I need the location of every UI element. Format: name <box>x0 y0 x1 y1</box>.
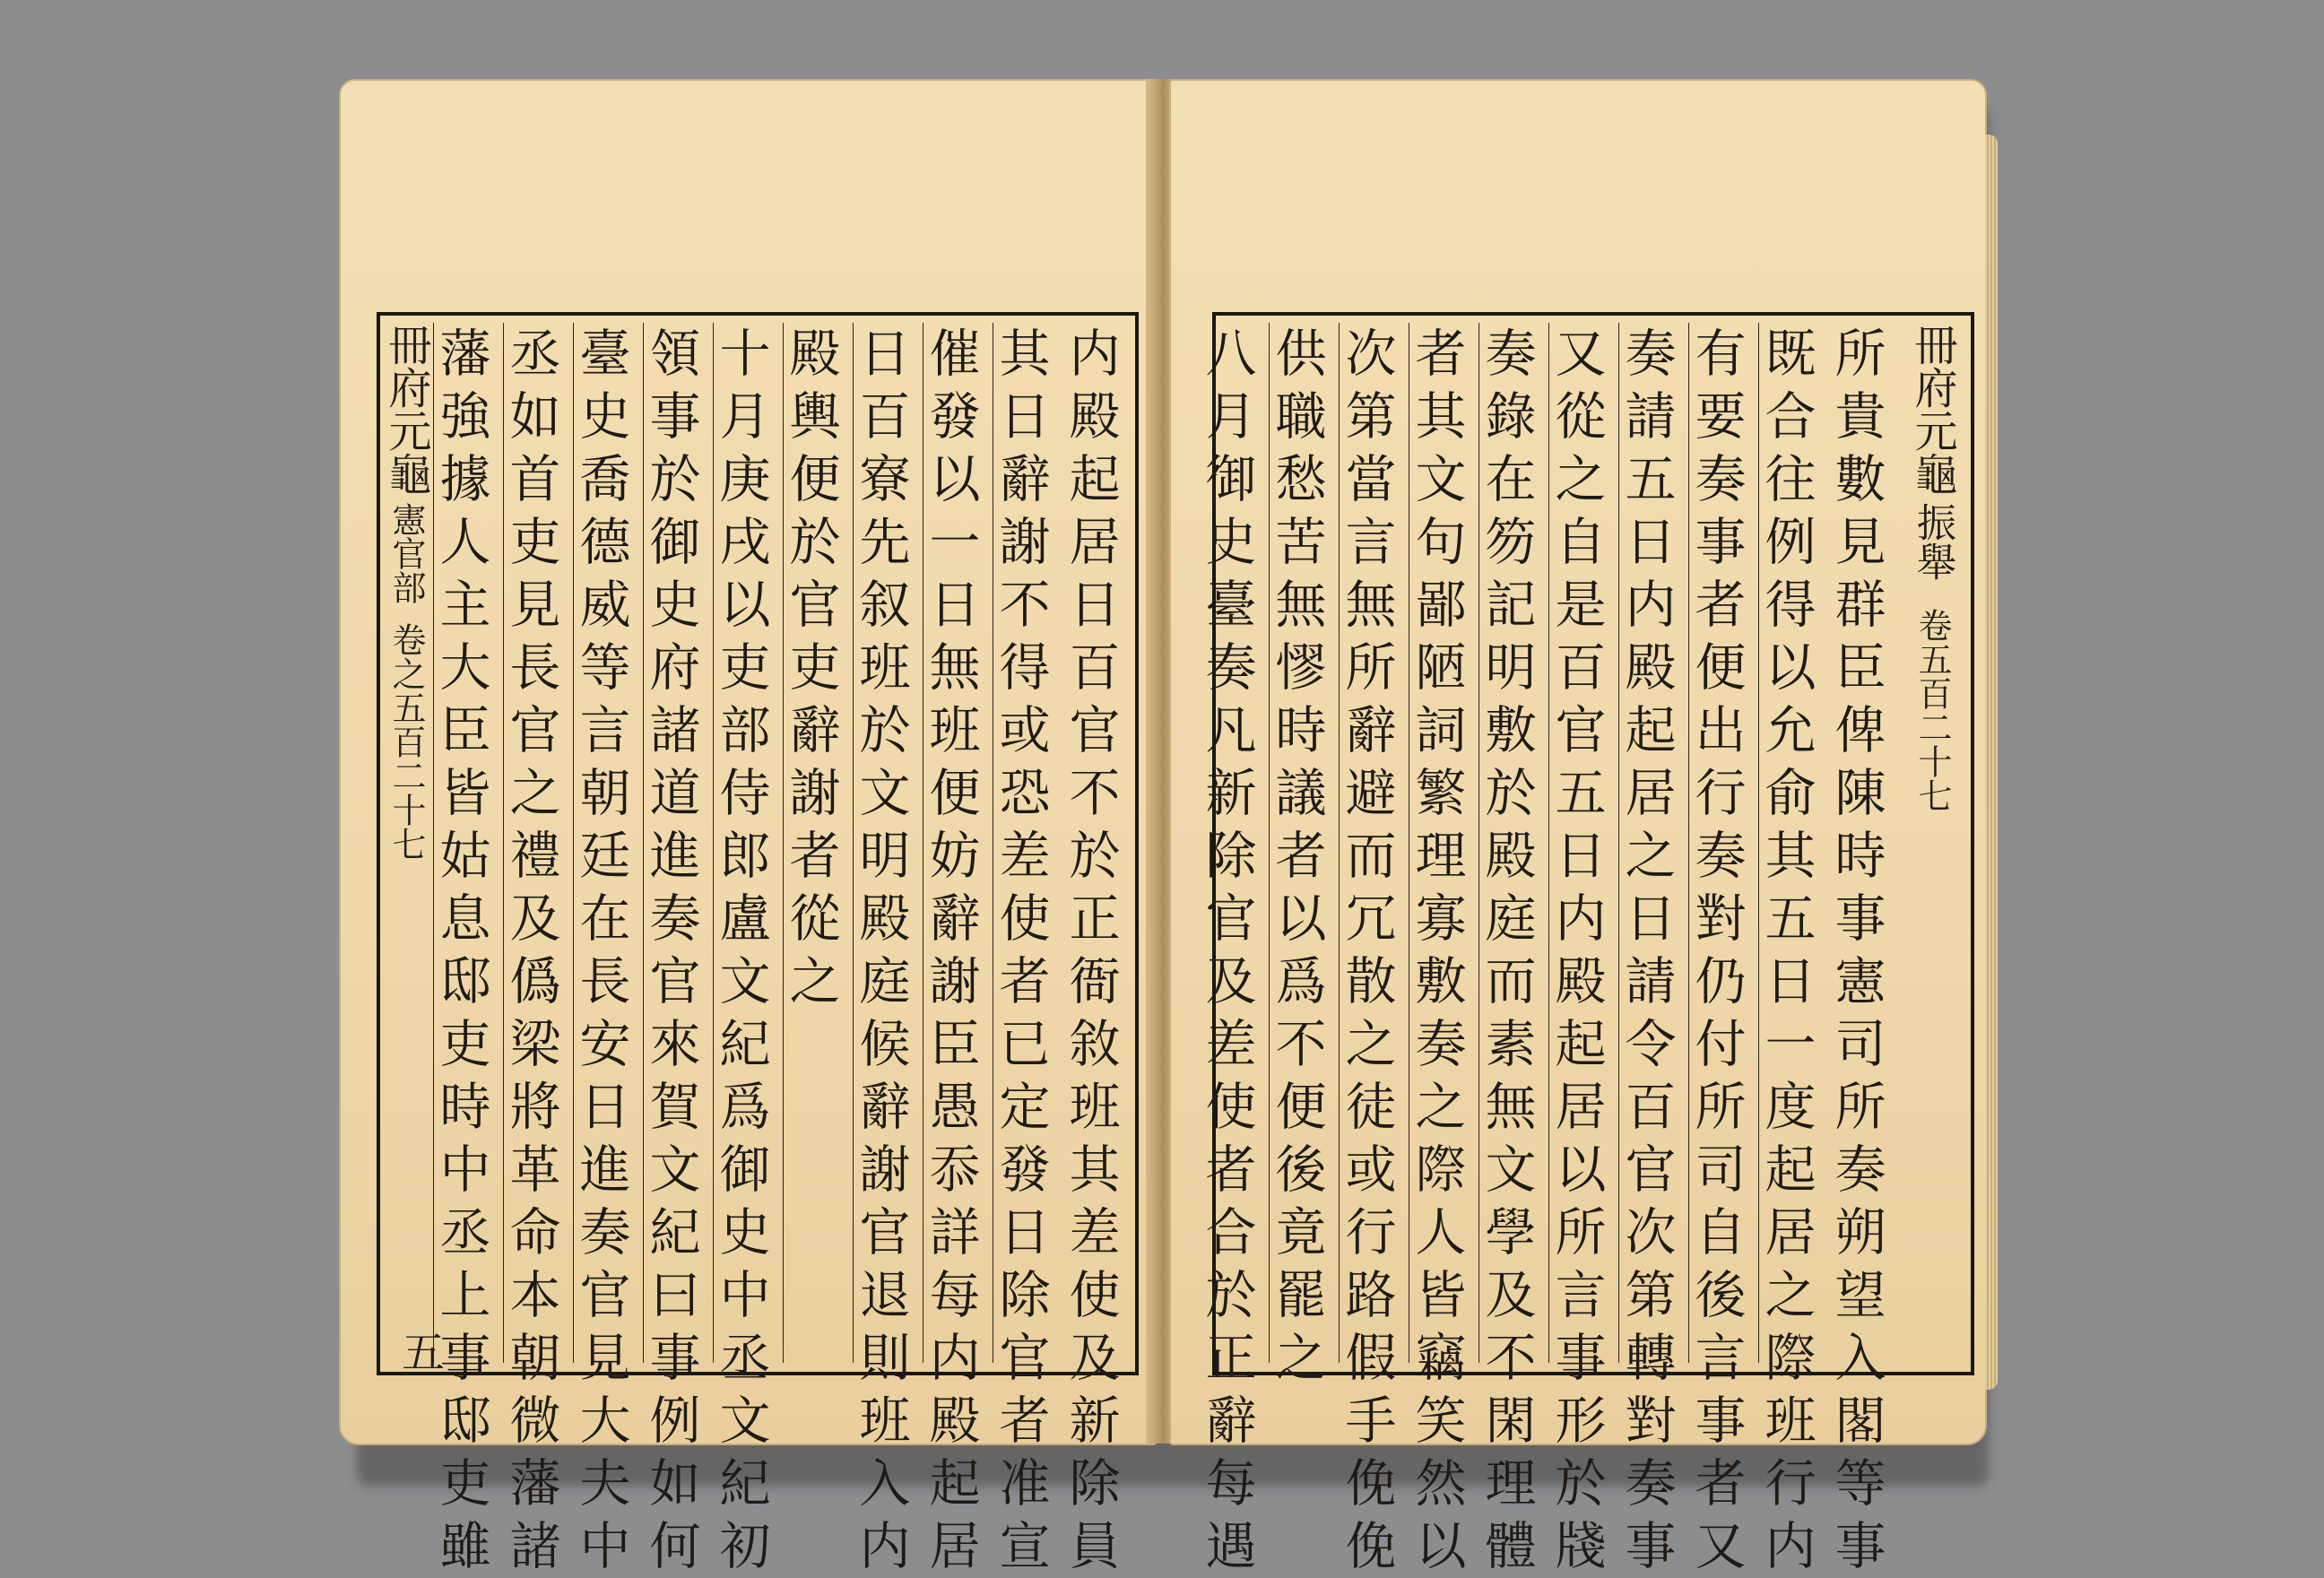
right-text-frame <box>1205 312 1974 1576</box>
banxin-title: 冊府元龜 <box>381 323 431 495</box>
banxin-volume: 卷五百二十七 <box>1912 608 1952 812</box>
right-col-5: 又 從 之 自 是 百 官 五 日 内 殿 起 居 以 所 言 事 形 於 牋 <box>1548 323 1612 1363</box>
left-col-7: 領 事 於 御 史 府 諸 道 進 奏 官 來 賀 文 紀 曰 事 例 如 何 <box>643 323 707 1363</box>
left-col-1: 内 殿 起 居 日 百 官 不 於 正 衙 敘 班 其 差 使 及 新 除 員 <box>1069 325 1121 1576</box>
right-col-1: 所 貴 數 見 群 臣 俾 陳 時 事 憲 司 所 奏 朔 望 入 閣 等 事 <box>1834 325 1886 1576</box>
left-col-2: 其 日 辭 謝 不 得 或 恐 差 使 者 已 定 發 日 除 官 者 准 宣 <box>993 323 1056 1363</box>
right-col-2: 既 合 往 例 得 以 允 俞 其 五 日 一 度 起 居 之 際 班 行 内 <box>1758 323 1822 1363</box>
right-col-4: 奏 請 五 日 内 殿 起 居 之 日 請 令 百 官 次 第 轉 對 奏 事 <box>1618 323 1682 1363</box>
left-col-6: 十 月 庚 戌 以 吏 部 侍 郎 盧 文 紀 爲 御 史 中 丞 文 紀 初 <box>713 323 776 1363</box>
left-col-9: 丞 如 首 吏 見 長 官 之 禮 及 僞 梁 將 革 命 本 朝 微 藩 諸 <box>503 323 567 1363</box>
banxin-title: 冊府元龜 <box>1907 323 1957 495</box>
left-text-frame <box>377 312 1139 1576</box>
banxin-volume: 卷之五百二十七 <box>386 622 426 861</box>
right-col-3: 有 要 奏 事 者 便 出 行 奏 對 仍 付 所 司 自 後 言 事 者 又 <box>1688 323 1752 1363</box>
left-col-3: 催 發 以 一 日 無 班 便 妨 辭 謝 臣 愚 忝 詳 每 内 殿 起 居 <box>923 323 986 1363</box>
right-col-7: 者 其 文 句 鄙 陋 詞 繁 理 寡 敷 奏 之 際 人 皆 竊 笑 然 以 <box>1409 323 1472 1363</box>
banxin-section: 振舉 <box>1910 502 1955 581</box>
open-book <box>339 79 1998 1576</box>
left-col-8: 臺 史 喬 德 威 等 言 朝 廷 在 長 安 日 進 奏 官 見 大 夫 中 <box>573 323 637 1363</box>
banxin-section: 憲官部 <box>386 502 426 604</box>
left-banxin <box>375 323 438 1363</box>
left-col-10: 藩 強 據 人 主 大 臣 皆 姑 息 邸 吏 時 中 丞 上 事 邸 吏 雖 <box>433 323 497 1363</box>
right-col-10: 八 月 御 史 臺 奏 凡 新 除 官 及 差 使 者 合 於 正 辭 每 遇 <box>1205 325 1257 1576</box>
page-edges <box>1985 134 1998 1390</box>
right-col-8: 次 第 當 言 無 所 辭 避 而 冗 散 之 徒 或 行 路 假 手 俛 俛 <box>1339 323 1402 1363</box>
left-col-4: 日 百 寮 先 叙 班 於 文 明 殿 庭 候 辭 謝 官 退 則 班 入 内 <box>853 323 916 1363</box>
right-page <box>1169 79 1987 1576</box>
right-col-6: 奏 錄 在 笏 記 明 敷 於 殿 庭 而 素 無 文 學 及 不 閑 理 體 <box>1479 323 1542 1363</box>
right-col-9: 供 職 愁 苦 無 憀 時 議 者 以 爲 不 便 後 竟 罷 之 <box>1269 323 1332 1363</box>
left-page <box>339 79 1157 1576</box>
page-number: 五 <box>402 1328 446 1378</box>
left-col-5: 殿 輿 便 於 官 吏 辭 謝 者 從 之 <box>783 323 846 1363</box>
right-banxin <box>1901 323 1964 1363</box>
